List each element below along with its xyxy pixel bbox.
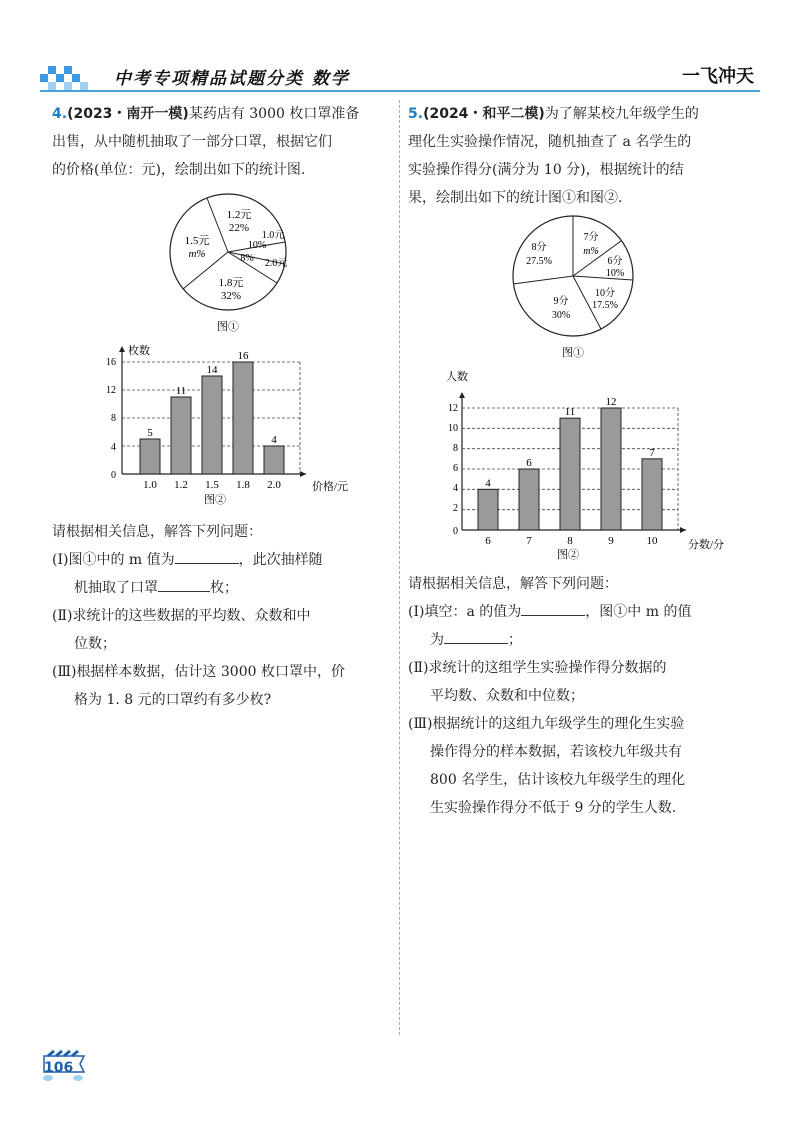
bar <box>171 397 191 474</box>
book-title: 中考专项精品试题分类 数学 <box>114 69 350 89</box>
question-source: (2024・和平二模) <box>423 106 545 122</box>
stem-line: 果，绘制出如下的统计图①和图②. <box>408 190 623 206</box>
part-label: (Ⅱ) <box>52 608 73 624</box>
stem-line: 理化生实验操作情况，随机抽查了 a 名学生的 <box>408 134 692 150</box>
y-tick-label: 8 <box>453 443 458 454</box>
pie-label: 8分 <box>531 242 547 253</box>
pie-pct: m% <box>583 246 599 257</box>
x-tick-label: 1.8 <box>236 479 250 491</box>
question-4-parts <box>52 518 392 714</box>
y-tick-label: 10 <box>448 423 458 434</box>
bar-value-label: 4 <box>271 434 277 446</box>
x-tick-label: 10 <box>646 535 658 547</box>
figure-caption: 图① <box>217 321 239 333</box>
prompt: 请根据相关信息，解答下列问题： <box>52 524 262 540</box>
q5-pie-chart <box>505 212 645 372</box>
part-label: (Ⅰ) <box>52 552 69 568</box>
bar <box>202 376 222 474</box>
y-tick-label: 2 <box>453 503 458 514</box>
bar <box>233 362 253 474</box>
bar-value-label: 7 <box>649 446 655 459</box>
x-axis-label: 价格/元 <box>311 481 349 493</box>
page-header <box>40 58 760 92</box>
checker-logo-icon <box>40 60 92 90</box>
x-axis-arrow <box>300 471 306 477</box>
y-axis-arrow <box>459 392 465 398</box>
pie-pct: 30% <box>551 310 571 321</box>
x-tick-label: 9 <box>608 535 614 547</box>
part-text: 操作得分的样本数据，若该校九年级共有 <box>430 744 682 760</box>
bar <box>519 469 539 530</box>
part-label: (Ⅰ) <box>408 604 425 620</box>
prompt: 请根据相关信息，解答下列问题： <box>408 576 618 592</box>
question-source: (2023・南开一模) <box>67 106 189 122</box>
question-5-parts <box>408 570 753 822</box>
x-tick-label: 2.0 <box>267 479 281 491</box>
bar <box>560 418 580 530</box>
y-tick-label: 4 <box>111 442 116 453</box>
y-tick-label: 4 <box>453 483 458 494</box>
bar-value-label: 14 <box>206 364 218 376</box>
column-divider <box>399 100 400 1035</box>
part-text: 根据样本数据，估计这 3000 枚口罩中，价 <box>76 664 345 680</box>
pie-label: 6分 <box>607 256 623 267</box>
x-tick-label: 7 <box>526 535 532 547</box>
part-text: 生实验操作得分不低于 9 分的学生人数. <box>430 800 677 816</box>
answer-blank[interactable] <box>444 627 508 644</box>
pie-pct: m% <box>188 248 206 260</box>
pie-label: 1.0元 <box>261 230 285 241</box>
figure-caption: 图② <box>204 494 226 506</box>
answer-blank[interactable] <box>175 547 239 564</box>
bar <box>601 408 621 530</box>
pie-pct: 10% <box>247 240 267 251</box>
part-text: 800 名学生，估计该校九年级学生的理化 <box>430 772 686 788</box>
question-4-stem <box>52 100 392 184</box>
x-tick-label: 1.5 <box>205 479 219 491</box>
stem-line: 实验操作得分(满分为 10 分)，根据统计的结 <box>408 162 684 178</box>
q5-bar-chart <box>436 366 736 562</box>
bar-value-label: 11 <box>564 406 576 419</box>
part-label: (Ⅲ) <box>52 664 77 680</box>
pie-label: 1.5元 <box>184 235 210 247</box>
y-axis-arrow <box>119 346 125 352</box>
part-text: 图①中的 m 值为 <box>68 552 175 568</box>
bar <box>140 439 160 474</box>
stem-line: 的价格(单位：元)，绘制出如下的统计图. <box>52 162 306 178</box>
figure-caption: 图① <box>562 347 584 359</box>
pie-pct: 27.5% <box>526 256 552 267</box>
y-tick-label: 0 <box>111 470 116 481</box>
y-axis-label: 枚数 <box>128 345 150 357</box>
pie-pct: 8% <box>240 253 254 264</box>
bar <box>478 489 498 530</box>
bar-value-label: 6 <box>526 457 532 469</box>
pie-label: 1.2元 <box>226 209 252 221</box>
part-text: 根据统计的这组九年级学生的理化生实验 <box>432 716 685 732</box>
y-tick-label: 12 <box>448 403 458 414</box>
y-tick-label: 12 <box>106 385 116 396</box>
question-number: 4. <box>52 106 68 122</box>
part-text: 求统计的这些数据的平均数、众数和中 <box>72 608 311 624</box>
pie-pct: 22% <box>228 222 250 234</box>
y-tick-label: 16 <box>106 357 116 368</box>
pie-label: 1.8元 <box>218 277 244 289</box>
bar-value-label: 4 <box>485 477 491 490</box>
x-tick-label: 1.0 <box>143 479 157 491</box>
part-text: 为 <box>430 632 444 648</box>
x-tick-label: 6 <box>485 535 491 547</box>
header-rule <box>40 90 760 92</box>
y-axis-label: 人数 <box>446 371 468 383</box>
stem-line: 某药店有 3000 枚口罩准备 <box>188 106 360 122</box>
pie-label: 7分 <box>583 232 599 243</box>
part-text: 填空：a 的值为 <box>424 604 522 620</box>
part-text: ，图①中 m 的值 <box>585 604 692 620</box>
part-text: 枚； <box>210 580 238 596</box>
y-tick-label: 0 <box>453 526 458 537</box>
page-number: 106 <box>44 1060 74 1076</box>
part-text: 格为 1. 8 元的口罩约有多少枚? <box>74 692 272 708</box>
x-axis-arrow <box>680 527 686 533</box>
bar <box>642 459 662 530</box>
pie-pct: 17.5% <box>592 300 618 311</box>
x-tick-label: 8 <box>567 535 573 547</box>
bar-value-label: 11 <box>175 385 187 397</box>
stem-line: 出售，从中随机抽取了一部分口罩，根据它们 <box>52 134 332 150</box>
x-tick-label: 1.2 <box>174 479 188 491</box>
pie-label: 2.0元 <box>264 258 288 269</box>
pie-pct: 10% <box>605 268 625 279</box>
figure-caption: 图② <box>557 549 579 561</box>
part-text: ，此次抽样随 <box>238 552 323 568</box>
x-axis-label: 分数/分 <box>687 539 725 551</box>
y-tick-label: 8 <box>111 413 116 424</box>
pie-label: 9分 <box>553 296 569 307</box>
part-text: 平均数、众数和中位数； <box>430 688 584 704</box>
brand-name: 一飞冲天 <box>682 66 754 87</box>
y-tick-label: 6 <box>453 463 458 474</box>
question-number: 5. <box>408 106 424 122</box>
bar <box>264 446 284 474</box>
part-text: ； <box>508 632 522 648</box>
page-number-badge <box>40 1050 96 1082</box>
bar-value-label: 5 <box>147 427 153 439</box>
stem-line: 为了解某校九年级学生的 <box>544 106 699 122</box>
pie-pct: 32% <box>220 290 242 302</box>
part-text: 位数； <box>74 636 116 652</box>
q4-pie-chart <box>165 186 305 346</box>
q4-bar-chart <box>108 340 368 515</box>
part-text: 机抽取了口罩 <box>74 580 158 596</box>
part-label: (Ⅱ) <box>408 660 429 676</box>
part-text: 求统计的这组学生实验操作得分数据的 <box>428 660 667 676</box>
pie-label: 10分 <box>595 288 615 299</box>
answer-blank[interactable] <box>158 575 210 592</box>
bar-value-label: 16 <box>237 350 249 362</box>
bar-value-label: 12 <box>605 396 617 408</box>
question-5-stem <box>408 100 748 212</box>
answer-blank[interactable] <box>521 599 585 616</box>
part-label: (Ⅲ) <box>408 716 433 732</box>
